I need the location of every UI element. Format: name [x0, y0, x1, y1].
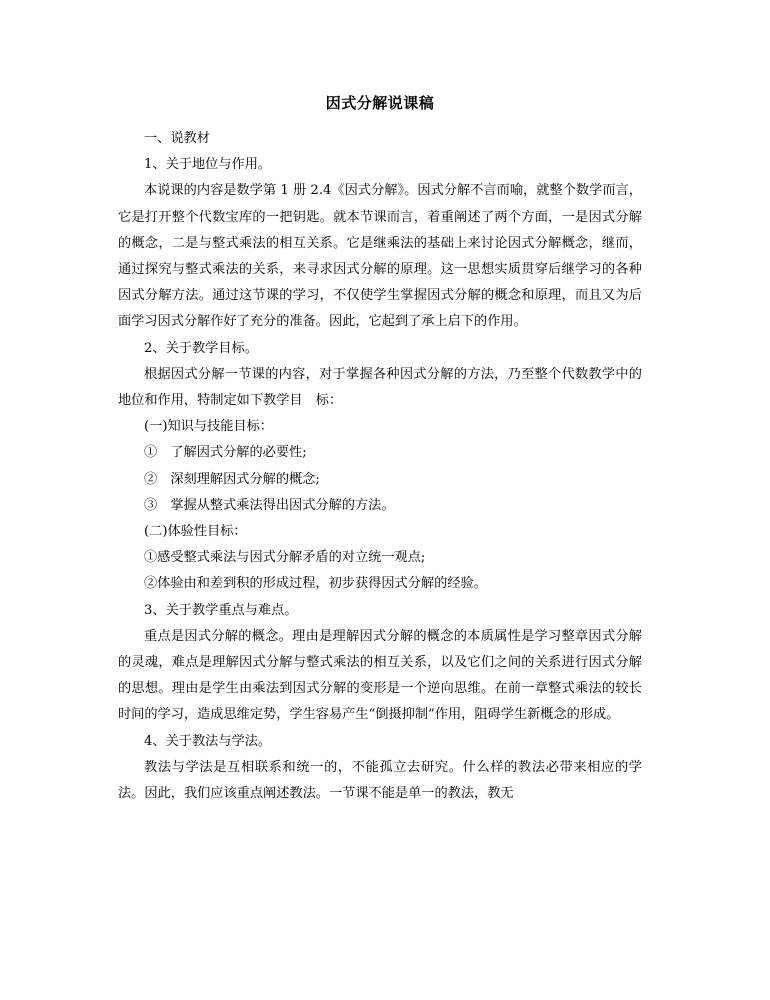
list-item: ② 深刻理解因式分解的概念;	[144, 471, 320, 487]
paragraph-methods: 教法与学法是互相联系和统一的，不能孤立去研究。什么样的教法必带来相应的学法。因此，我们应该重点阐述教法。一节课不能是单一的教法，教无	[118, 759, 642, 802]
section-heading-teaching-material: 一、说教材	[144, 131, 210, 146]
subsection-heading-position-role: 1、关于地位与作用。	[144, 157, 272, 173]
list-item: ① 了解因式分解的必要性;	[144, 445, 307, 461]
list-item: ③ 掌握从整式乘法得出因式分解的方法。	[144, 497, 395, 513]
paragraph-position-role: 本说课的内容是数学第 1 册 2.4《因式分解》。因式分解不言而喻，就整个数学而言，它是打开整个代数宝库的一把钥匙。就本节课而言，着重阐述了两个方面，一是因式分解的概念，二是与整式乘法的相互关系。它是继乘法的基础上来讨论因式分解概念，继而，通过探究与整式乘法的关系，来寻求因式分解的原理。这一思想实质贯穿后继学习的各种因式分解方法。通过这节课的学习，不仅使学生掌握因式分解的概念和原理，而且又为后面学习因式分解作好了充分的准备。因此，它起到了承上启下的作用。	[118, 183, 642, 330]
document-body	[118, 126, 642, 807]
subsection-heading-methods: 4、关于教法与学法。	[144, 733, 272, 749]
paragraph-key-points: 重点是因式分解的概念。理由是理解因式分解的概念的本质属性是学习整章因式分解的灵魂，难点是理解因式分解与整式乘法的相互关系，以及它们之间的关系进行因式分解的思想。理由是学生由乘法到因式分解的变形是一个逆向思维。在前一章整式乘法的较长时间的学习，造成思维定势，学生容易产生“倒摄抑制”作用，阻碍学生新概念的形成。	[118, 628, 642, 723]
subsection-heading-key-points: 3、关于教学重点与难点。	[144, 602, 298, 618]
document-title: 因式分解说课稿	[325, 94, 435, 112]
goal-group-experiential: (二)体验性目标：	[144, 524, 247, 540]
paragraph-teaching-goals: 根据因式分解一节课的内容，对于掌握各种因式分解的方法，乃至整个代数教学中的地位和作用，特制定如下教学目 标：	[118, 366, 642, 409]
list-item: ①感受整式乘法与因式分解矛盾的对立统一观点;	[144, 550, 426, 566]
list-item: ②体验由和差到积的形成过程，初步获得因式分解的经验。	[144, 576, 487, 592]
goal-group-knowledge-skills: (一)知识与技能目标：	[144, 419, 273, 435]
subsection-heading-teaching-goals: 2、关于教学目标。	[144, 340, 258, 356]
